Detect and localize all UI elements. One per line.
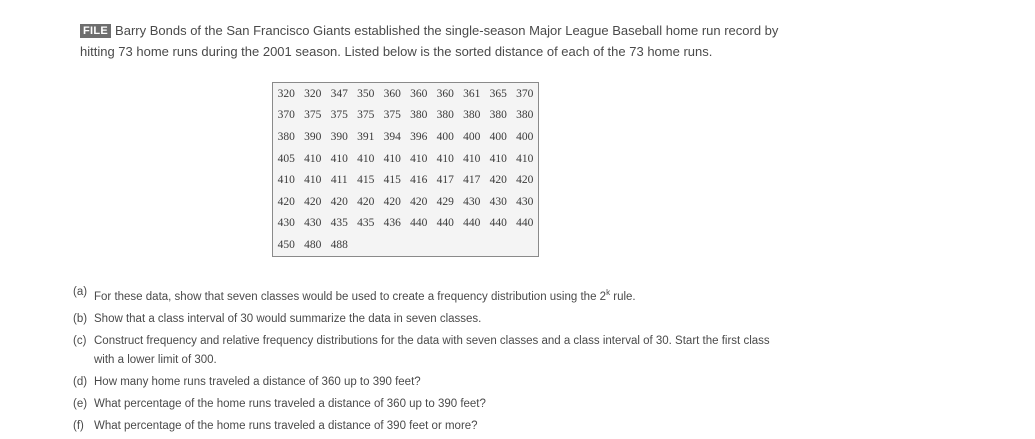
distance-cell: 360: [432, 83, 459, 105]
question-text: [94, 332, 793, 370]
question-text-tail: rule.: [610, 290, 636, 303]
distance-cell: [512, 234, 539, 256]
distance-cell: 370: [273, 105, 300, 127]
distance-cell: 380: [406, 105, 433, 127]
distance-cell: 370: [512, 83, 539, 105]
distance-row: [273, 148, 539, 170]
intro-text: Barry Bonds of the San Francisco Giants established the single-season Major League Baseball home run record by hitting 73 home runs during the 2001 season. Listed below is the sorted distance of each of the 73 home runs.: [80, 23, 779, 59]
distance-cell: 400: [459, 126, 486, 148]
distance-cell: [379, 234, 406, 256]
distance-row: [273, 234, 539, 256]
distance-row: [273, 105, 539, 127]
distance-cell: 410: [300, 148, 327, 170]
distance-row: [273, 126, 539, 148]
question-text-main: Construct frequency and relative frequency distributions for the data with seven classes and a class interval of 30. Start the first class with a lower limit of 300.: [94, 334, 770, 366]
distance-cell: 450: [273, 234, 300, 256]
distance-cell: 410: [273, 169, 300, 191]
distance-cell: 417: [459, 169, 486, 191]
distance-cell: 436: [379, 213, 406, 235]
distance-cell: 410: [353, 148, 380, 170]
question-list: [73, 283, 793, 439]
distance-cell: 420: [300, 191, 327, 213]
distance-cell: 480: [300, 234, 327, 256]
distance-row: [273, 169, 539, 191]
question-item: [73, 310, 793, 329]
distance-row: [273, 191, 539, 213]
distance-cell: 390: [326, 126, 353, 148]
question-item: [73, 373, 793, 392]
distance-cell: 375: [379, 105, 406, 127]
distance-cell: 429: [432, 191, 459, 213]
distance-cell: 430: [512, 191, 539, 213]
distance-cell: 391: [353, 126, 380, 148]
distance-cell: 440: [512, 213, 539, 235]
distance-cell: 320: [300, 83, 327, 105]
question-text: [94, 310, 793, 329]
distance-cell: 440: [459, 213, 486, 235]
distance-cell: 410: [485, 148, 512, 170]
distance-cell: 380: [485, 105, 512, 127]
distance-cell: 390: [300, 126, 327, 148]
distance-cell: 375: [326, 105, 353, 127]
distance-cell: 396: [406, 126, 433, 148]
distance-cell: 380: [512, 105, 539, 127]
distance-cell: 420: [512, 169, 539, 191]
distance-row: [273, 213, 539, 235]
distance-cell: 365: [485, 83, 512, 105]
question-text: [94, 395, 793, 414]
distance-cell: 347: [326, 83, 353, 105]
distance-cell: 394: [379, 126, 406, 148]
question-label: (c): [73, 334, 87, 347]
question-text: [94, 283, 793, 307]
distance-cell: 420: [485, 169, 512, 191]
distance-cell: 411: [326, 169, 353, 191]
question-superscript: k: [606, 288, 611, 297]
distance-cell: 400: [512, 126, 539, 148]
distance-cell: 420: [379, 191, 406, 213]
distance-cell: 375: [353, 105, 380, 127]
distance-cell: 420: [273, 191, 300, 213]
distance-cell: 415: [353, 169, 380, 191]
question-label: (a): [73, 286, 88, 298]
distance-cell: 415: [379, 169, 406, 191]
distance-row: [273, 83, 539, 105]
distance-cell: 405: [273, 148, 300, 170]
distance-cell: 380: [459, 105, 486, 127]
distance-cell: 440: [432, 213, 459, 235]
distance-cell: 430: [273, 213, 300, 235]
question-text: [94, 417, 793, 436]
question-text-main: Show that a class interval of 30 would summarize the data in seven classes.: [94, 312, 482, 325]
distance-cell: 410: [326, 148, 353, 170]
distance-cell: 380: [432, 105, 459, 127]
distance-cell: 375: [300, 105, 327, 127]
distance-cell: 380: [273, 126, 300, 148]
question-text-main: What percentage of the home runs traveled a distance of 360 up to 390 feet?: [94, 397, 486, 410]
question-label: (d): [73, 375, 88, 388]
distance-cell: 416: [406, 169, 433, 191]
distance-cell: 440: [406, 213, 433, 235]
distance-cell: 350: [353, 83, 380, 105]
distance-cell: [432, 234, 459, 256]
question-item: [73, 283, 793, 307]
question-label: (e): [73, 397, 88, 410]
distance-cell: 320: [273, 83, 300, 105]
distance-table: [272, 82, 539, 257]
distance-cell: 440: [485, 213, 512, 235]
file-badge: FILE: [80, 24, 111, 38]
problem-intro: [80, 20, 780, 62]
distance-cell: 420: [326, 191, 353, 213]
distance-cell: 430: [459, 191, 486, 213]
distance-cell: 410: [459, 148, 486, 170]
distance-cell: 430: [485, 191, 512, 213]
distance-cell: 400: [432, 126, 459, 148]
question-item: [73, 395, 793, 414]
question-text-main: What percentage of the home runs traveled a distance of 390 feet or more?: [94, 419, 478, 432]
question-text-main: For these data, show that seven classes would be used to create a frequency distribution using the 2: [94, 290, 607, 303]
distance-cell: 410: [406, 148, 433, 170]
question-text: [94, 373, 793, 392]
distance-cell: 488: [326, 234, 353, 256]
distance-cell: 410: [300, 169, 327, 191]
distance-cell: 435: [353, 213, 380, 235]
distance-cell: 360: [406, 83, 433, 105]
question-item: [73, 417, 793, 436]
question-item: [73, 332, 793, 370]
distance-cell: 400: [485, 126, 512, 148]
distance-cell: 420: [353, 191, 380, 213]
distance-cell: 360: [379, 83, 406, 105]
distance-cell: 410: [512, 148, 539, 170]
distance-cell: [406, 234, 433, 256]
distance-cell: 361: [459, 83, 486, 105]
distance-cell: [485, 234, 512, 256]
distance-cell: 410: [379, 148, 406, 170]
distance-table-body: [273, 83, 539, 257]
distance-cell: 410: [432, 148, 459, 170]
question-label: (f): [73, 419, 84, 432]
question-text-main: How many home runs traveled a distance of 360 up to 390 feet?: [94, 375, 421, 388]
distance-cell: 435: [326, 213, 353, 235]
distance-cell: [459, 234, 486, 256]
distance-cell: [353, 234, 380, 256]
distance-cell: 417: [432, 169, 459, 191]
distance-cell: 420: [406, 191, 433, 213]
question-label: (b): [73, 312, 88, 325]
distance-cell: 430: [300, 213, 327, 235]
